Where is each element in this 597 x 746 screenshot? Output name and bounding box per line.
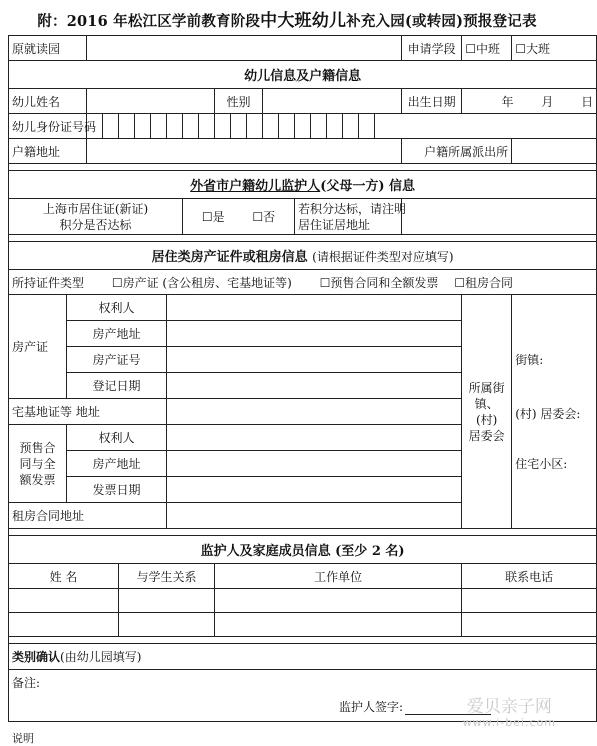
col-phone-header: 联系电话 <box>462 564 597 589</box>
residence-answer-cell <box>183 199 295 235</box>
month-label: 月 <box>541 94 554 109</box>
id-digit-cell[interactable] <box>103 114 119 139</box>
no-checkbox[interactable]: ☐否 <box>252 210 276 224</box>
doc-option-presale-contract[interactable]: ☐预售合同和全额发票 <box>319 275 439 290</box>
residence-address-field[interactable] <box>402 199 597 235</box>
rental-address-label: 租房合同地址 <box>9 503 167 529</box>
child-info-header: 幼儿信息及户籍信息 <box>9 61 597 89</box>
original-kindergarten-label: 原就读园 <box>9 36 87 61</box>
title-prefix: 附：2016 年松江区学前教育阶段 <box>37 13 261 30</box>
id-digit-cell[interactable] <box>167 114 183 139</box>
col-work-header: 工作单位 <box>215 564 462 589</box>
watermark-url: www.i-bei.com <box>462 716 556 729</box>
apply-grade-label: 申请学段 <box>402 36 462 61</box>
child-name-label: 幼儿姓名 <box>9 89 87 114</box>
registration-date-field[interactable] <box>167 373 462 399</box>
residential-area-label: 住宅小区: <box>515 456 568 471</box>
family-name-field[interactable] <box>9 613 119 637</box>
cert-number-field[interactable] <box>167 347 462 373</box>
guardian-header-underlined: 外省市户籍幼儿监护人 <box>190 179 321 194</box>
title-suffix: 补充入园(或转园)预报登记表 <box>346 13 537 30</box>
residence-question-label <box>9 199 183 235</box>
presale-address-field[interactable] <box>167 451 462 477</box>
family-relation-field[interactable] <box>119 613 215 637</box>
family-name-field[interactable] <box>9 589 119 613</box>
id-number-row <box>9 114 597 139</box>
col-relation-header: 与学生关系 <box>119 564 215 589</box>
signature-label: 监护人签字: <box>339 700 404 714</box>
spacer-row <box>9 637 597 644</box>
apply-row <box>9 36 597 61</box>
property-cert-label: 房产证 <box>9 295 67 399</box>
registration-table <box>8 35 597 722</box>
footer-note: 说明 <box>12 732 34 745</box>
family-row <box>9 589 597 613</box>
presale-address-label: 房产地址 <box>67 451 167 477</box>
police-station-label: 户籍所属派出所 <box>402 139 512 164</box>
family-info-header: 监护人及家庭成员信息 (至少 2 名) <box>9 536 597 564</box>
residence-note-line2: 居住证居地址 <box>298 217 371 232</box>
category-confirm-cell <box>9 644 597 670</box>
guardian-info-header <box>9 171 597 199</box>
police-station-field[interactable] <box>512 139 597 164</box>
property-address-label: 房产地址 <box>67 321 167 347</box>
guardian-header-rest: (父母一方) 信息 <box>320 179 416 194</box>
family-row <box>9 613 597 637</box>
family-work-field[interactable] <box>215 589 462 613</box>
watermark-text: 爱贝亲子网 <box>466 697 552 717</box>
col-name-header: 姓 名 <box>9 564 119 589</box>
id-digit-cell[interactable] <box>151 114 167 139</box>
invoice-date-label: 发票日期 <box>67 477 167 503</box>
registration-date-label: 登记日期 <box>67 373 167 399</box>
id-digit-cell[interactable] <box>215 114 231 139</box>
id-digit-cell[interactable] <box>279 114 295 139</box>
presale-line3: 额发票 <box>19 472 56 487</box>
rental-address-field[interactable] <box>167 503 462 529</box>
housing-header-note: (请根据证件类型对应填写) <box>312 250 454 264</box>
village-committee-label: (村) 居委会: <box>515 406 581 421</box>
presale-contract-label <box>9 425 67 503</box>
street-line2: 镇、 <box>474 396 499 411</box>
presale-line2: 同与全 <box>19 456 56 471</box>
street-line3: (村) <box>476 412 498 427</box>
cert-number-label: 房产证号 <box>67 347 167 373</box>
id-digit-cell[interactable] <box>327 114 343 139</box>
spacer-row <box>9 164 597 171</box>
birth-date-label: 出生日期 <box>402 89 462 114</box>
hukou-row <box>9 139 597 164</box>
id-digit-cell[interactable] <box>343 114 359 139</box>
form-title <box>0 6 574 31</box>
gender-label: 性别 <box>215 89 263 114</box>
homestead-cert-field[interactable] <box>167 399 462 425</box>
invoice-date-field[interactable] <box>167 477 462 503</box>
title-emphasis: 中大班幼儿 <box>260 11 347 31</box>
street-committee-field[interactable] <box>512 295 597 529</box>
family-phone-field[interactable] <box>462 613 597 637</box>
residence-note-label <box>295 199 407 235</box>
category-confirm-note: (由幼儿园填写) <box>60 650 142 664</box>
family-relation-field[interactable] <box>119 589 215 613</box>
housing-header-main: 居住类房产证件或租房信息 <box>151 250 308 265</box>
watermark-logo <box>462 697 556 730</box>
child-name-row <box>9 89 597 114</box>
street-line1: 所属街 <box>468 380 505 395</box>
owner-field[interactable] <box>167 295 462 321</box>
id-digit-cell[interactable] <box>263 114 279 139</box>
id-digit-cell[interactable] <box>295 114 311 139</box>
id-digit-cell[interactable] <box>199 114 215 139</box>
id-digit-cell[interactable] <box>311 114 327 139</box>
id-digit-cell[interactable] <box>183 114 199 139</box>
spacer-row <box>9 529 597 536</box>
doc-type-label: 所持证件类型 <box>12 275 85 290</box>
street-line4: 居委会 <box>468 428 505 443</box>
remarks-label: 备注: <box>12 676 41 690</box>
hukou-address-label: 户籍地址 <box>9 139 87 164</box>
street-town-label: 街镇: <box>515 352 544 367</box>
birth-date-field[interactable] <box>462 89 597 114</box>
hukou-address-field[interactable] <box>87 139 402 164</box>
doc-option-property-cert[interactable]: ☐房产证 (含公租房、宅基地证等) <box>111 275 292 290</box>
property-address-field[interactable] <box>167 321 462 347</box>
id-digit-cell[interactable] <box>135 114 151 139</box>
id-digit-cell[interactable] <box>247 114 263 139</box>
residence-q-line1: 上海市居住证(新证) <box>42 201 149 216</box>
id-digit-cell[interactable] <box>359 114 375 139</box>
option-middle-checkbox[interactable]: ☐中班 <box>462 36 512 61</box>
yes-checkbox[interactable]: ☐是 <box>201 210 225 224</box>
id-number-label: 幼儿身份证号码 <box>9 114 87 139</box>
day-label: 日 <box>581 94 594 109</box>
doc-type-row <box>9 270 597 295</box>
presale-owner-field[interactable] <box>167 425 462 451</box>
residence-permit-row <box>9 199 597 235</box>
residence-q-line2: 积分是否达标 <box>59 217 132 232</box>
owner-label: 权利人 <box>67 295 167 321</box>
family-column-headers <box>9 564 597 589</box>
option-senior-checkbox[interactable]: ☐大班 <box>512 36 597 61</box>
year-label: 年 <box>501 94 514 109</box>
category-confirm-label: 类别确认 <box>12 650 61 664</box>
residence-note-line1: 若积分达标，请注明 <box>298 201 407 216</box>
original-kindergarten-field[interactable] <box>87 36 402 61</box>
gender-field[interactable] <box>263 89 402 114</box>
presale-owner-label: 权利人 <box>67 425 167 451</box>
family-work-field[interactable] <box>215 613 462 637</box>
id-number-trailing <box>375 114 597 139</box>
family-phone-field[interactable] <box>462 589 597 613</box>
housing-info-header <box>9 242 597 270</box>
doc-option-rental-contract[interactable]: ☐租房合同 <box>454 275 513 290</box>
doc-type-cell <box>9 270 597 295</box>
id-digit-cell[interactable] <box>119 114 135 139</box>
presale-line1: 预售合 <box>19 440 56 455</box>
id-digit-cell[interactable] <box>231 114 247 139</box>
street-committee-label <box>462 295 512 529</box>
child-name-field[interactable] <box>87 89 215 114</box>
spacer-row <box>9 235 597 242</box>
homestead-cert-label: 宅基地证等 地址 <box>9 399 167 425</box>
